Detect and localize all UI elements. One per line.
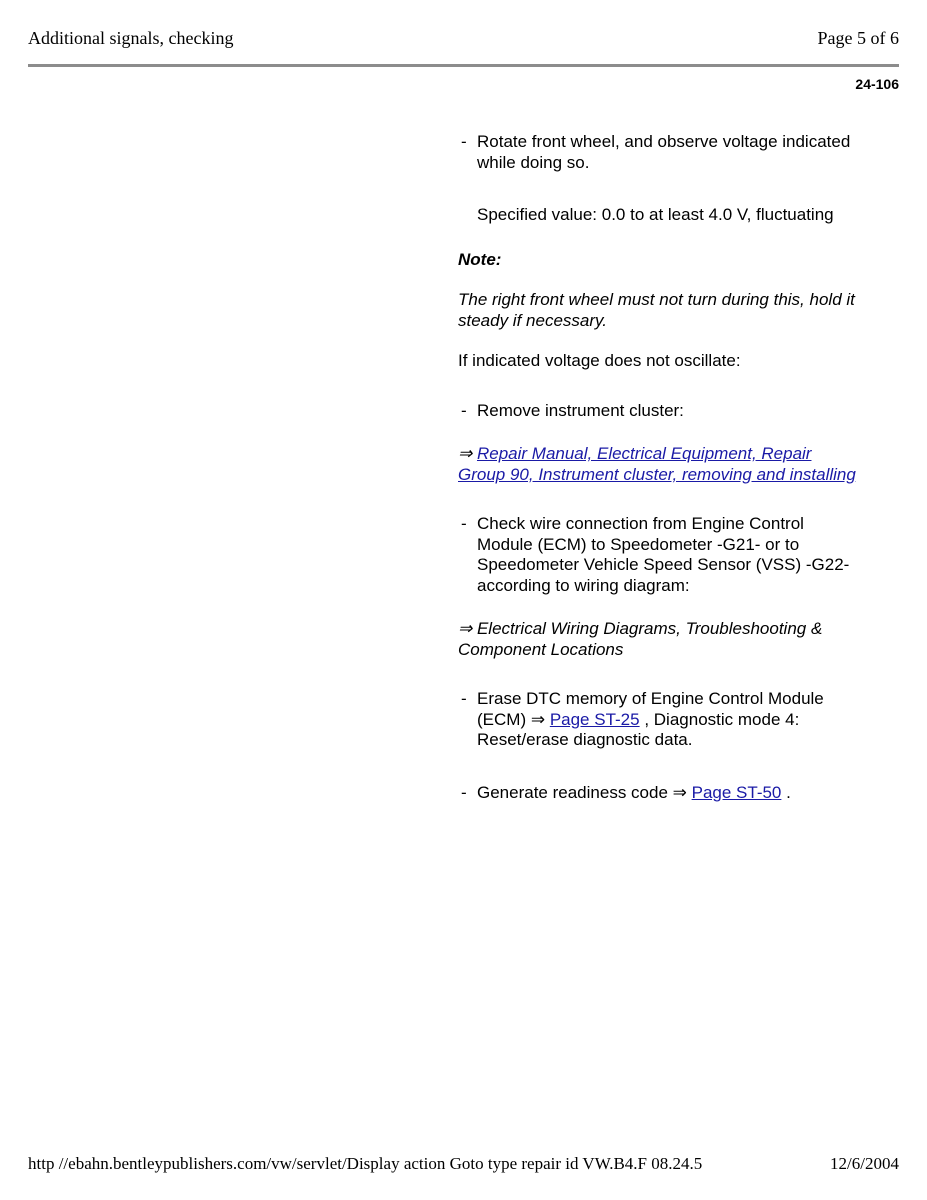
- page-indicator: Page 5 of 6: [817, 28, 899, 48]
- dash-bullet: -: [461, 689, 467, 708]
- step-readiness-code: [458, 783, 858, 804]
- dash-bullet: -: [461, 132, 467, 151]
- dash-bullet: -: [461, 514, 467, 533]
- note-text: The right front wheel must not turn during this, hold it steady if necessary.: [458, 290, 855, 330]
- page-footer: [28, 1154, 899, 1174]
- step-text: Check wire connection from Engine Control Module (ECM) to Speedometer -G21- or to Speedometer Vehicle Speed Sensor (VSS) -G22- according to wiring diagram:: [477, 514, 850, 595]
- procedure-content: [458, 132, 858, 803]
- repair-manual-reference: [458, 444, 858, 485]
- step-text: Remove instrument cluster:: [477, 400, 684, 420]
- arrow-icon: ⇒: [458, 444, 473, 463]
- header-divider: [28, 64, 899, 67]
- step-text-end: .: [786, 782, 791, 802]
- page-st-25-link[interactable]: Page ST-25: [549, 709, 640, 729]
- note-label: Note:: [458, 249, 502, 269]
- step-remove-cluster: [458, 401, 858, 422]
- step-check-wire: [458, 514, 858, 596]
- repair-manual-link[interactable]: Repair Manual, Electrical Equipment, Repair Group 90, Instrument cluster, removing and installing: [458, 444, 856, 484]
- dash-bullet: -: [461, 400, 467, 420]
- step-text: Erase DTC memory of Engine Control Module (ECM) ⇒: [477, 689, 824, 729]
- dash-bullet: -: [461, 782, 467, 802]
- page-code: 24-106: [855, 76, 899, 92]
- footer-date: 12/6/2004: [830, 1154, 899, 1173]
- wiring-diagrams-reference: ⇒ Electrical Wiring Diagrams, Troubleshooting & Component Locations: [458, 619, 823, 659]
- condition-text: If indicated voltage does not oscillate:: [458, 351, 741, 370]
- step-rotate-wheel: [458, 132, 858, 173]
- document-title: Additional signals, checking: [28, 28, 234, 48]
- footer-url: http //ebahn.bentleypublishers.com/vw/servlet/Display action Goto type repair id VW.B4.F 08.24.5: [28, 1154, 703, 1173]
- step-erase-dtc: [458, 689, 858, 751]
- step-text-continued: , Diagnostic mode 4: Reset/erase diagnostic data.: [477, 709, 800, 749]
- step-text: Generate readiness code ⇒: [477, 782, 687, 802]
- specified-value: Specified value: 0.0 to at least 4.0 V, fluctuating: [477, 205, 834, 224]
- step-text: Rotate front wheel, and observe voltage indicated while doing so.: [477, 132, 851, 172]
- page-st-50-link[interactable]: Page ST-50: [691, 782, 782, 802]
